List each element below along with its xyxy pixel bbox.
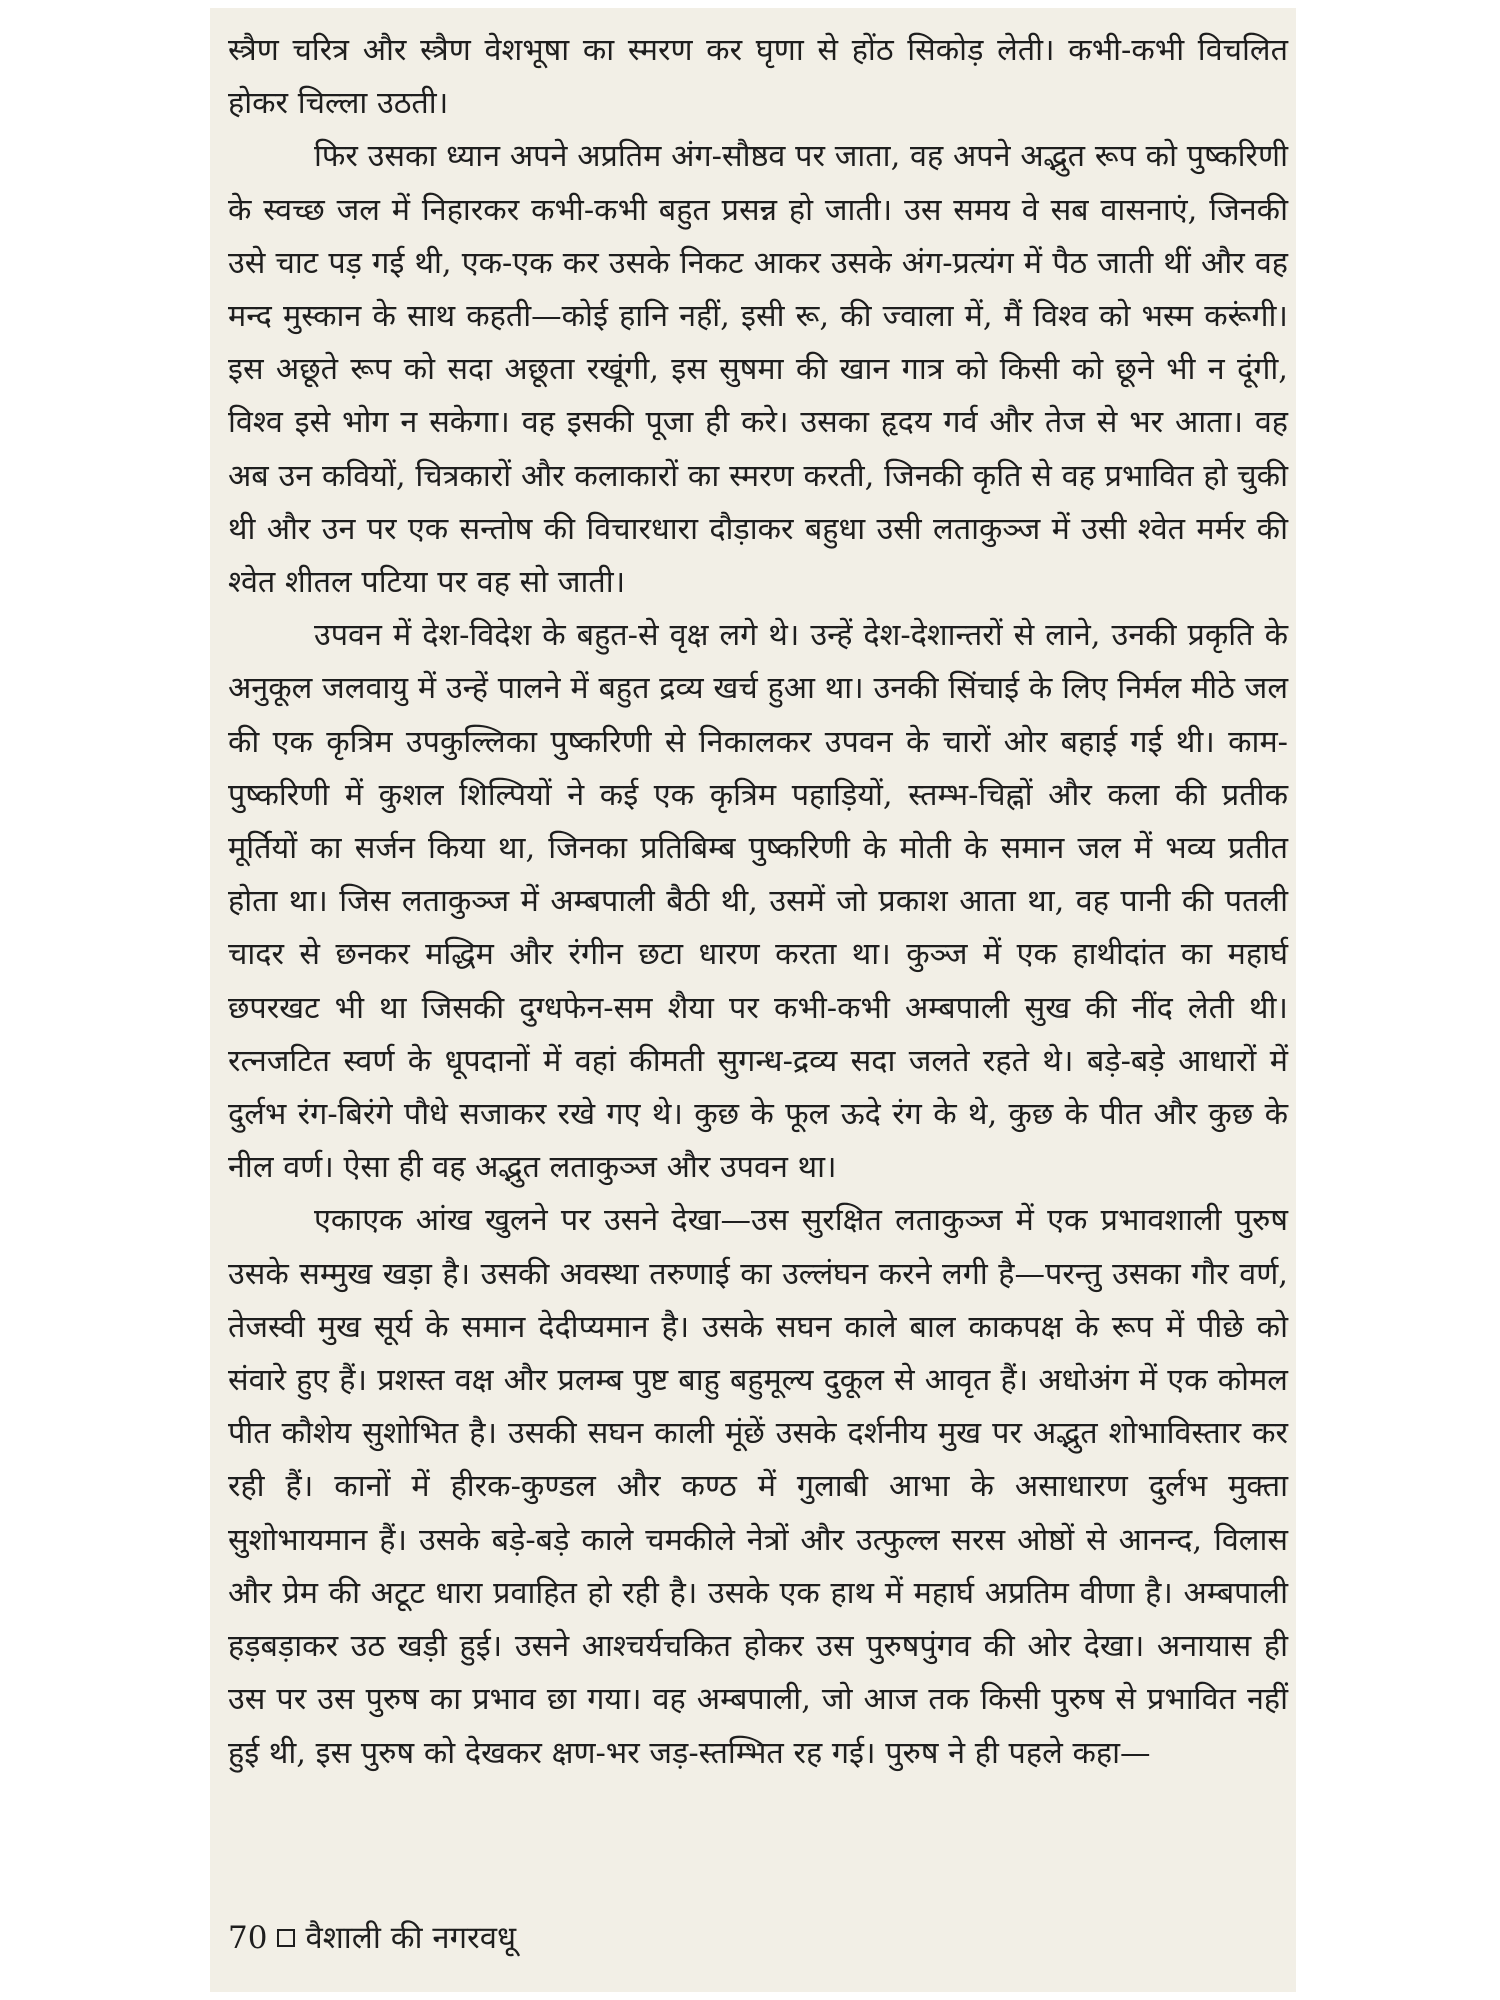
body-text (228, 24, 1288, 1780)
paragraph-4: एकाएक आंख खुलने पर उसने देखा—उस सुरक्षित लताकुञ्ज में एक प्रभावशाली पुरुष उसके सम्मुख खड़ा है। उसकी अवस्था तरुणाई का उल्लंघन करने लगी है—परन्तु उसका गौर वर्ण, तेजस्वी मुख सूर्य के समान देदीप्यमान है। उसके सघन काले बाल काकपक्ष के रूप में पीछे को संवारे हुए हैं। प्रशस्त वक्ष और प्रलम्ब पुष्ट बाहु बहुमूल्य दुकूल से आवृत हैं। अधोअंग में एक कोमल पीत कौशेय सुशोभित है। उसकी सघन काली मूंछें उसके दर्शनीय मुख पर अद्भुत शोभाविस्तार कर रही हैं। कानों में हीरक-कुण्डल और कण्ठ में गुलाबी आभा के असाधारण दुर्लभ मुक्ता सुशोभायमान हैं। उसके बड़े-बड़े काले चमकीले नेत्रों और उत्फुल्ल सरस ओष्ठों से आनन्द, विलास और प्रेम की अटूट धारा प्रवाहित हो रही है। उसके एक हाथ में महार्घ अप्रतिम वीणा है। अम्बपाली हड़बड़ाकर उठ खड़ी हुई। उसने आश्चर्यचकित होकर उस पुरुषपुंगव की ओर देखा। अनायास ही उस पर उस पुरुष का प्रभाव छा गया। वह अम्बपाली, जो आज तक किसी पुरुष से प्रभावित नहीं हुई थी, इस पुरुष को देखकर क्षण-भर जड़-स्तम्भित रह गई। पुरुष ने ही पहले कहा— (228, 1203, 1288, 1771)
paragraph-3: उपवन में देश-विदेश के बहुत-से वृक्ष लगे थे। उन्हें देश-देशान्तरों से लाने, उनकी प्रकृति के अनुकूल जलवायु में उन्हें पालने में बहुत द्रव्य खर्च हुआ था। उनकी सिंचाई के लिए निर्मल मीठे जल की एक कृत्रिम उपकुल्लिका पुष्करिणी से निकालकर उपवन के चारों ओर बहाई गई थी। काम-पुष्करिणी में कुशल शिल्पियों ने कई एक कृत्रिम पहाड़ियों, स्तम्भ-चिह्नों और कला की प्रतीक मूर्तियों का सर्जन किया था, जिनका प्रतिबिम्ब पुष्करिणी के मोती के समान जल में भव्य प्रतीत होता था। जिस लताकुञ्ज में अम्बपाली बैठी थी, उसमें जो प्रकाश आता था, वह पानी की पतली चादर से छनकर मद्धिम और रंगीन छटा धारण करता था। कुञ्ज में एक हाथीदांत का महार्घ छपरखट भी था जिसकी दुग्धफेन-सम शैया पर कभी-कभी अम्बपाली सुख की नींद लेती थी। रत्नजटित स्वर्ण के धूपदानों में वहां कीमती सुगन्ध-द्रव्य सदा जलते रहते थे। बड़े-बड़े आधारों में दुर्लभ रंग-बिरंगे पौधे सजाकर रखे गए थे। कुछ के फूल ऊदे रंग के थे, कुछ के पीत और कुछ के नील वर्ण। ऐसा ही वह अद्भुत लताकुञ्ज और उपवन था। (228, 618, 1288, 1186)
page-footer (228, 1918, 516, 1958)
book-title: वैशाली की नगरवधू (305, 1920, 517, 1956)
square-separator-icon (277, 1929, 295, 1947)
page-number: 70 (228, 1920, 268, 1956)
paragraph-2: फिर उसका ध्यान अपने अप्रतिम अंग-सौष्ठव पर जाता, वह अपने अद्भुत रूप को पुष्करिणी के स्वच्छ जल में निहारकर कभी-कभी बहुत प्रसन्न हो जाती। उस समय वे सब वासनाएं, जिनकी उसे चाट पड़ गई थी, एक-एक कर उसके निकट आकर उसके अंग-प्रत्यंग में पैठ जाती थीं और वह मन्द मुस्कान के साथ कहती—कोई हानि नहीं, इसी रू, की ज्वाला में, मैं विश्व को भस्म करूंगी। इस अछूते रूप को सदा अछूता रखूंगी, इस सुषमा की खान गात्र को किसी को छूने भी न दूंगी, विश्व इसे भोग न सकेगा। वह इसकी पूजा ही करे। उसका हृदय गर्व और तेज से भर आता। वह अब उन कवियों, चित्रकारों और कलाकारों का स्मरण करती, जिनकी कृति से वह प्रभावित हो चुकी थी और उन पर एक सन्तोष की विचारधारा दौड़ाकर बहुधा उसी लताकुञ्ज में उसी श्वेत मर्मर की श्वेत शीतल पटिया पर वह सो जाती। (228, 139, 1288, 601)
paragraph-1: स्त्रैण चरित्र और स्त्रैण वेशभूषा का स्मरण कर घृणा से होंठ सिकोड़ लेती। कभी-कभी विचलित होकर चिल्ला उठती। (228, 33, 1288, 122)
